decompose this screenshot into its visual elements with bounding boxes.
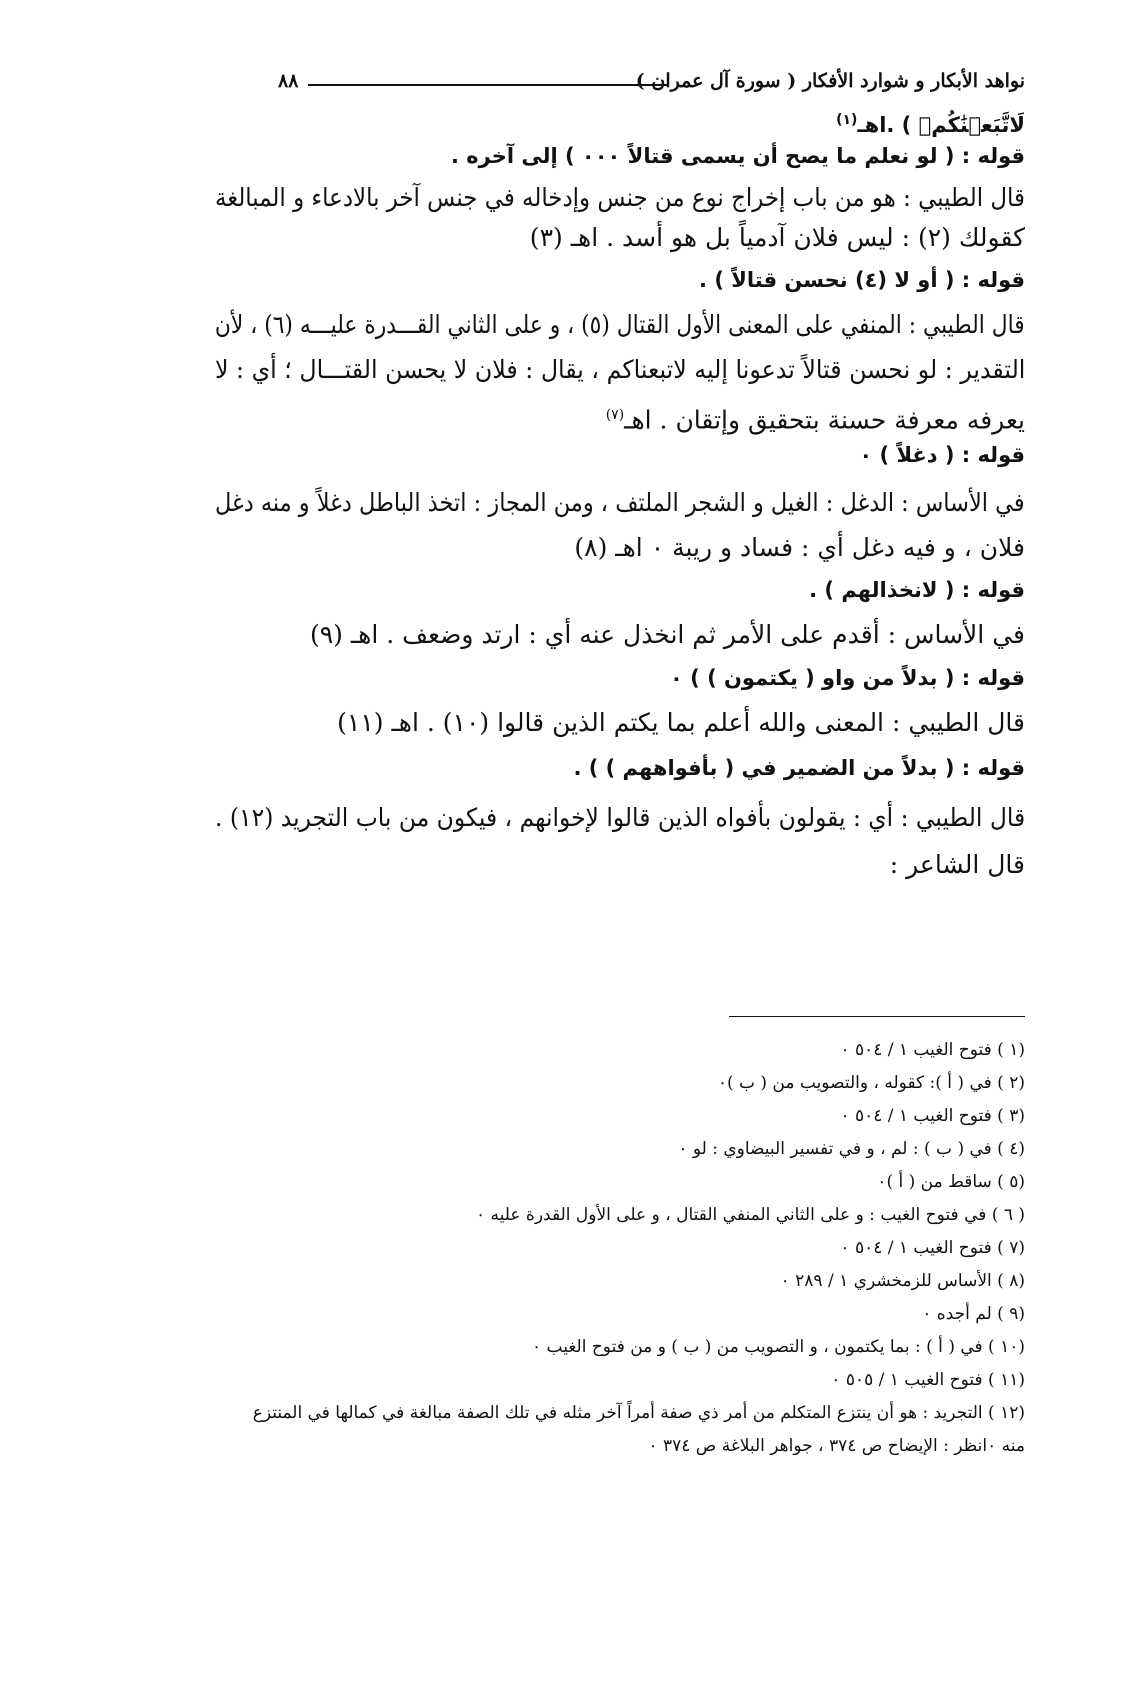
heading-line: قوله : ( لانخذالهم ) . bbox=[809, 578, 1025, 602]
heading-line: قوله : ( دغلاً ) ٠ bbox=[859, 443, 1025, 467]
footnote: (٥ ) ساقط من ( أ )٠ bbox=[877, 1172, 1025, 1192]
footnote: منه ٠انظر : الإيضاح ص ٣٧٤ ، جواهر البلاغة ص ٣٧٤ ٠ bbox=[648, 1436, 1025, 1456]
footnote: (٣ ) فتوح الغيب ١ / ٥٠٤ ٠ bbox=[840, 1106, 1025, 1126]
heading-line: قوله : ( بدلاً من الضمير في ( بأفواههم ) ) . bbox=[573, 756, 1025, 780]
text-line: فلان ، و فيه دغل أي : فساد و ريبة ٠ اهـ (٨) bbox=[574, 533, 1025, 562]
heading-line: قوله : ( بدلاً من واو ( يكتمون ) ) ٠ bbox=[670, 666, 1025, 690]
text-line: قال الطيبي : المعنى والله أعلم بما يكتم الذين قالوا (١٠) . اهـ (١١) bbox=[337, 708, 1025, 737]
footnote: (١ ) فتوح الغيب ١ / ٥٠٤ ٠ bbox=[840, 1040, 1025, 1060]
text-line-1: لَاتَّبَعۡنَٰكُمۡ ) .اهـ$^{(١)}$ bbox=[836, 112, 1025, 137]
footnote: (٢ ) في ( أ ): كقوله ، والتصويب من ( ب )٠ bbox=[717, 1073, 1025, 1093]
text-line: قال الطيبي : أي : يقولون بأفواه الذين قالوا لإخوانهم ، فيكون من باب التجريد (١٢) . bbox=[214, 803, 1026, 832]
text-line: كقولك (٢) : ليس فلان آدمياً بل هو أسد . اهـ (٣) bbox=[529, 223, 1025, 252]
heading-line: قوله : ( أو لا (٤) نحسن قتالاً ) . bbox=[699, 268, 1025, 292]
running-header bbox=[278, 70, 1025, 98]
text-line: قال الطيبي : هو من باب إخراج نوع من جنس وإدخاله في جنس آخر بالادعاء و المبالغة bbox=[215, 183, 1025, 212]
footnote-separator bbox=[729, 1016, 1025, 1017]
text-line: في الأساس : الدغل : الغيل و الشجر الملتف ، ومن المجاز : اتخذ الباطل دغلاً و منه دغل bbox=[215, 488, 1025, 517]
page-number: ٨٨ bbox=[278, 70, 299, 92]
text-line: يعرفه معرفة حسنة بتحقيق وإتقان . اهـ$^{(٧)}$ bbox=[605, 405, 1025, 435]
footnote: (٤ ) في ( ب ) : لم ، و في تفسير البيضاوي : لو ٠ bbox=[678, 1139, 1025, 1159]
footnote: (١٠ ) في ( أ ) : بما يكتمون ، و التصويب من ( ب ) و من فتوح الغيب ٠ bbox=[531, 1337, 1025, 1357]
footnote: (٨ ) الأساس للزمخشري ١ / ٢٨٩ ٠ bbox=[780, 1271, 1025, 1291]
footnote: (١١ ) فتوح الغيب ١ / ٥٠٥ ٠ bbox=[831, 1370, 1025, 1390]
heading-line: قوله : ( لو نعلم ما يصح أن يسمى قتالاً ٠٠٠ ) إلى آخره . bbox=[450, 144, 1025, 168]
footnote: ( ٦ ) في فتوح الغيب : و على الثاني المنفي القتال ، و على الأول القدرة عليه ٠ bbox=[475, 1205, 1025, 1225]
text-line: قال الشاعر : bbox=[889, 850, 1025, 879]
text-line: التقدير : لو نحسن قتالاً تدعونا إليه لاتبعناكم ، يقال : فلان لا يحسن القتـــال ؛ أي : لا bbox=[214, 355, 1025, 384]
footnote: (٧ ) فتوح الغيب ١ / ٥٠٤ ٠ bbox=[840, 1238, 1025, 1258]
running-title: نواهد الأبكار و شوارد الأفكار ( سورة آل عمران ) bbox=[635, 70, 1025, 92]
header-rule bbox=[308, 84, 667, 86]
text-line: قال الطيبي : المنفي على المعنى الأول القتال (٥) ، و على الثاني القـــدرة عليـــه (٦) ، لأن bbox=[215, 310, 1025, 339]
footnote: (١٢ ) التجريد : هو أن ينتزع المتكلم من أمر ذي صفة أمراً آخر مثله في تلك الصفة مبالغة في كمالها في المنتزع bbox=[252, 1403, 1025, 1423]
text-line: في الأساس : أقدم على الأمر ثم انخذل عنه أي : ارتد وضعف . اهـ (٩) bbox=[309, 620, 1025, 649]
footnote: (٩ ) لم أجده ٠ bbox=[922, 1304, 1025, 1324]
